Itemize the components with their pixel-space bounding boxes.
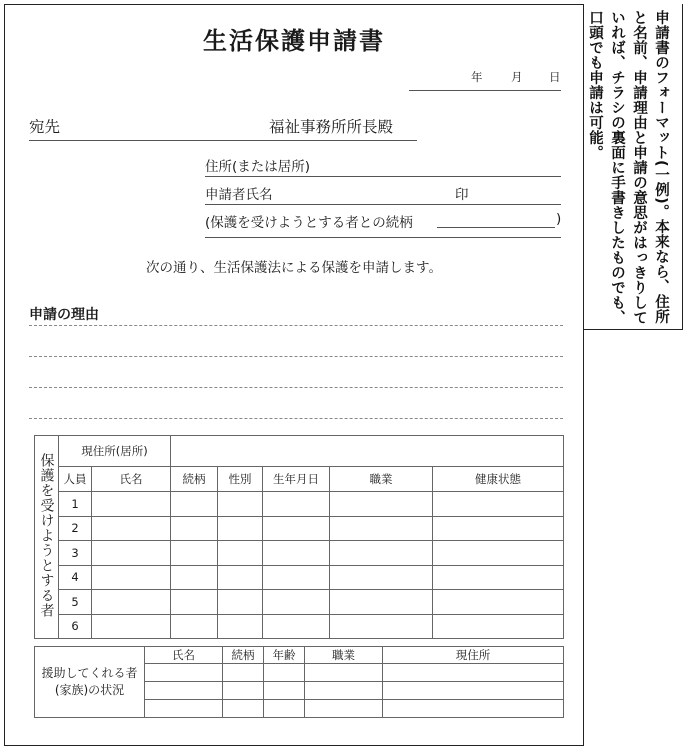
support-header-occupation: 職業 [305,647,383,664]
table-row [35,614,564,639]
birthdate-cell[interactable] [263,492,330,517]
header-health: 健康状態 [433,467,564,492]
reason-line[interactable] [29,356,563,357]
declaration-text: 次の通り、生活保護法による保護を申請します。 [146,260,442,276]
support-name-cell[interactable] [145,700,223,718]
addressee-label: 宛先 [29,118,61,136]
birthdate-cell[interactable] [263,516,330,541]
reason-title: 申請の理由 [29,307,99,323]
table-row [35,590,564,615]
gender-cell[interactable] [218,565,263,590]
household-side-label: 保護を受けようとする者 [38,453,55,618]
header-name: 氏名 [92,467,171,492]
household-side-label-cell [35,436,59,639]
gender-cell[interactable] [218,590,263,615]
support-address-cell[interactable] [383,700,564,718]
support-label-cell [35,647,145,718]
relation-cell[interactable] [171,492,218,517]
relation-cell[interactable] [171,614,218,639]
header-count: 人員 [59,467,92,492]
address-label: 住所(または居所) [205,159,311,175]
gender-cell[interactable] [218,516,263,541]
reason-line[interactable] [29,418,563,419]
annotation-text: 申請書のフォーマット(一例)。本来なら、住所と名前、申請理由と申請の意思がはっきりしていれば、チラシの裏面に手書きしたものでも、口頭でも申請は可能。 [587,10,669,325]
residence-label: 現住所(居所) [59,436,171,467]
relation-cell[interactable] [171,565,218,590]
relation-field[interactable] [205,211,561,233]
date-field[interactable] [409,69,561,91]
reason-line[interactable] [29,325,563,326]
header-occupation: 職業 [330,467,433,492]
health-cell[interactable] [433,516,564,541]
header-relation: 続柄 [171,467,218,492]
health-cell[interactable] [433,541,564,566]
table-row [35,565,564,590]
support-name-cell[interactable] [145,664,223,682]
name-cell[interactable] [92,541,171,566]
relation-close: ) [556,211,562,227]
health-cell[interactable] [433,590,564,615]
occupation-cell[interactable] [330,516,433,541]
health-cell[interactable] [433,614,564,639]
table-row [35,516,564,541]
support-age-cell[interactable] [264,700,305,718]
occupation-cell[interactable] [330,614,433,639]
name-cell[interactable] [92,565,171,590]
relation-cell[interactable] [171,590,218,615]
support-age-cell[interactable] [264,682,305,700]
name-cell[interactable] [92,492,171,517]
household-table [34,435,564,639]
month-label: 月 [511,70,523,84]
office-label: 福祉事務所所長殿 [269,118,394,136]
birthdate-cell[interactable] [263,614,330,639]
reason-line[interactable] [29,387,563,388]
form-title: 生活保護申請書 [203,27,385,55]
support-occupation-cell[interactable] [305,682,383,700]
relation-cell[interactable] [171,516,218,541]
row-number: 6 [59,614,92,639]
gender-cell[interactable] [218,492,263,517]
addressee-field[interactable] [29,115,417,141]
relation-underline [205,237,561,238]
relation-blank[interactable] [437,227,555,228]
row-number: 1 [59,492,92,517]
support-relation-cell[interactable] [223,664,264,682]
table-row [35,541,564,566]
support-label-line2: (家族)の状況 [54,683,125,697]
name-cell[interactable] [92,614,171,639]
annotation-panel [584,4,683,330]
support-address-cell[interactable] [383,682,564,700]
support-age-cell[interactable] [264,664,305,682]
support-header-relation: 続柄 [223,647,264,664]
year-label: 年 [471,70,483,84]
header-birthdate: 生年月日 [263,467,330,492]
support-header-name: 氏名 [145,647,223,664]
birthdate-cell[interactable] [263,541,330,566]
support-occupation-cell[interactable] [305,664,383,682]
seal-label: 印 [455,187,469,203]
gender-cell[interactable] [218,541,263,566]
support-label-line1: 援助してくれる者 [41,666,138,680]
birthdate-cell[interactable] [263,590,330,615]
address-field[interactable] [205,155,561,177]
occupation-cell[interactable] [330,541,433,566]
table-row [35,492,564,517]
support-address-cell[interactable] [383,664,564,682]
support-table [34,646,564,718]
residence-input[interactable] [171,436,564,467]
relation-label: (保護を受けようとする者との続柄 [205,215,413,231]
application-form [4,4,584,746]
row-number: 5 [59,590,92,615]
applicant-name-label: 申請者氏名 [205,187,273,203]
support-occupation-cell[interactable] [305,700,383,718]
support-relation-cell[interactable] [223,700,264,718]
name-cell[interactable] [92,590,171,615]
health-cell[interactable] [433,565,564,590]
occupation-cell[interactable] [330,565,433,590]
support-header-age: 年齢 [264,647,305,664]
support-relation-cell[interactable] [223,682,264,700]
row-number: 3 [59,541,92,566]
birthdate-cell[interactable] [263,565,330,590]
occupation-cell[interactable] [330,492,433,517]
day-label: 日 [549,70,561,84]
header-gender: 性別 [218,467,263,492]
health-cell[interactable] [433,492,564,517]
gender-cell[interactable] [218,614,263,639]
relation-cell[interactable] [171,541,218,566]
support-header-address: 現住所 [383,647,564,664]
support-name-cell[interactable] [145,682,223,700]
name-cell[interactable] [92,516,171,541]
applicant-name-field[interactable] [205,183,561,205]
row-number: 4 [59,565,92,590]
row-number: 2 [59,516,92,541]
occupation-cell[interactable] [330,590,433,615]
